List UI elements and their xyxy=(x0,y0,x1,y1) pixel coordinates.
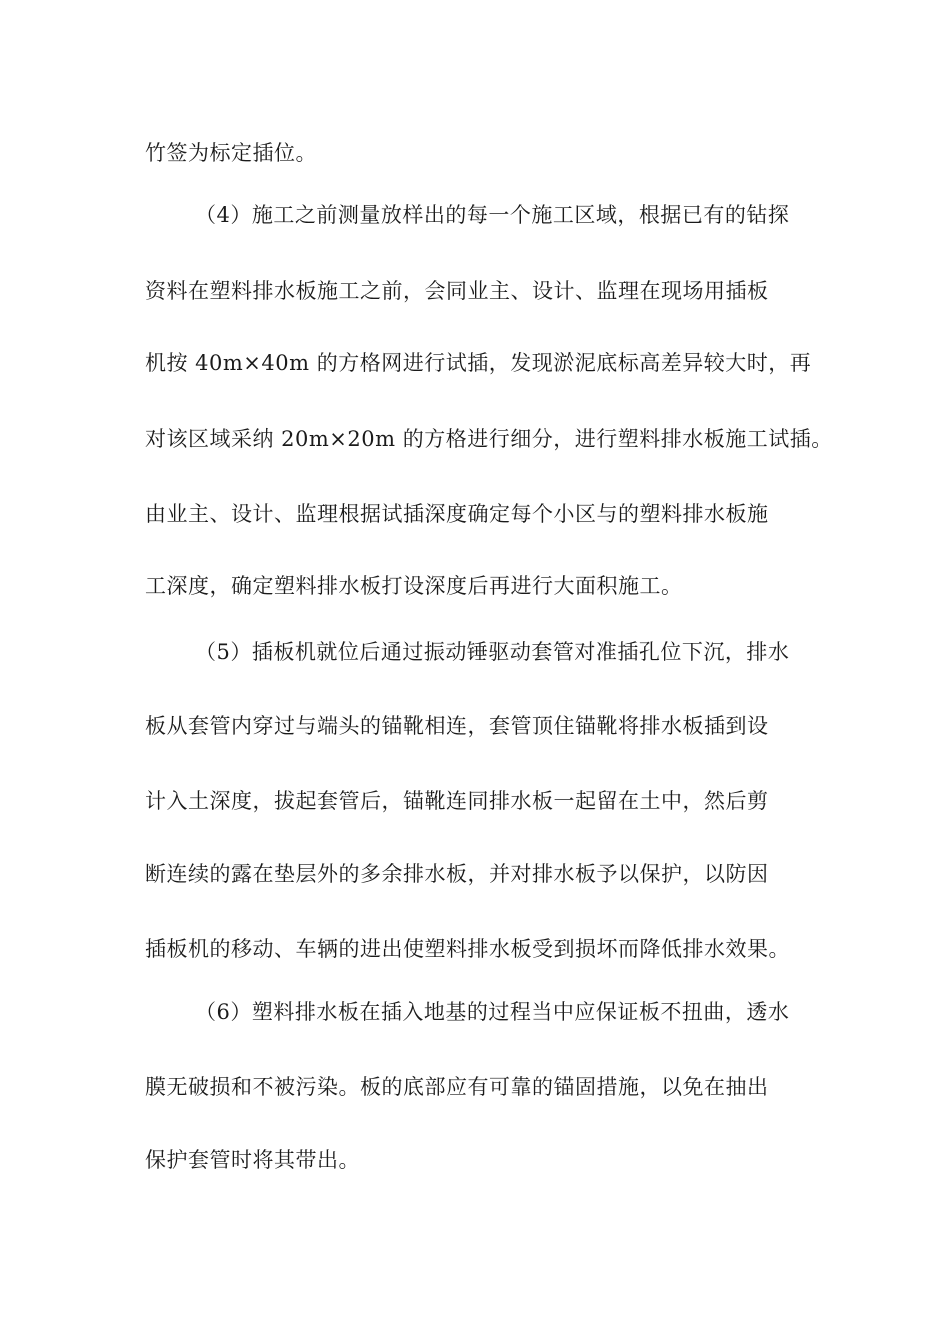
text-line: 工深度，确定塑料排水板打设深度后再进行大面积施工。 xyxy=(145,574,683,598)
text-line: 计入土深度，拔起套管后，锚靴连同排水板一起留在土中，然后剪 xyxy=(145,789,769,813)
text-line: 板从套管内穿过与端头的锚靴相连，套管顶住锚靴将排水板插到设 xyxy=(145,714,769,738)
text-line: 保护套管时将其带出。 xyxy=(145,1148,360,1172)
text-line-paragraph-5-start: （5）插板机就位后通过振动锤驱动套管对准插孔位下沉，排水 xyxy=(195,640,790,664)
text-line: 资料在塑料排水板施工之前，会同业主、设计、监理在现场用插板 xyxy=(145,279,769,303)
text-line-paragraph-4-start: （4）施工之前测量放样出的每一个施工区域，根据已有的钻探 xyxy=(195,203,790,227)
text-line: 对该区域采纳 20m×20m 的方格进行细分，进行塑料排水板施工试插。 xyxy=(145,427,833,451)
text-line: 机按 40m×40m 的方格网进行试插，发现淤泥底标高差异较大时，再 xyxy=(145,351,812,375)
text-line: 插板机的移动、车辆的进出使塑料排水板受到损坏而降低排水效果。 xyxy=(145,937,790,961)
text-line-paragraph-6-start: （6）塑料排水板在插入地基的过程当中应保证板不扭曲，透水 xyxy=(195,1000,790,1024)
text-line: 竹签为标定插位。 xyxy=(145,141,317,165)
text-line: 断连续的露在垫层外的多余排水板，并对排水板予以保护，以防因 xyxy=(145,862,769,886)
text-line: 膜无破损和不被污染。板的底部应有可靠的锚固措施，以免在抽出 xyxy=(145,1075,769,1099)
text-line: 由业主、设计、监理根据试插深度确定每个小区与的塑料排水板施 xyxy=(145,502,769,526)
